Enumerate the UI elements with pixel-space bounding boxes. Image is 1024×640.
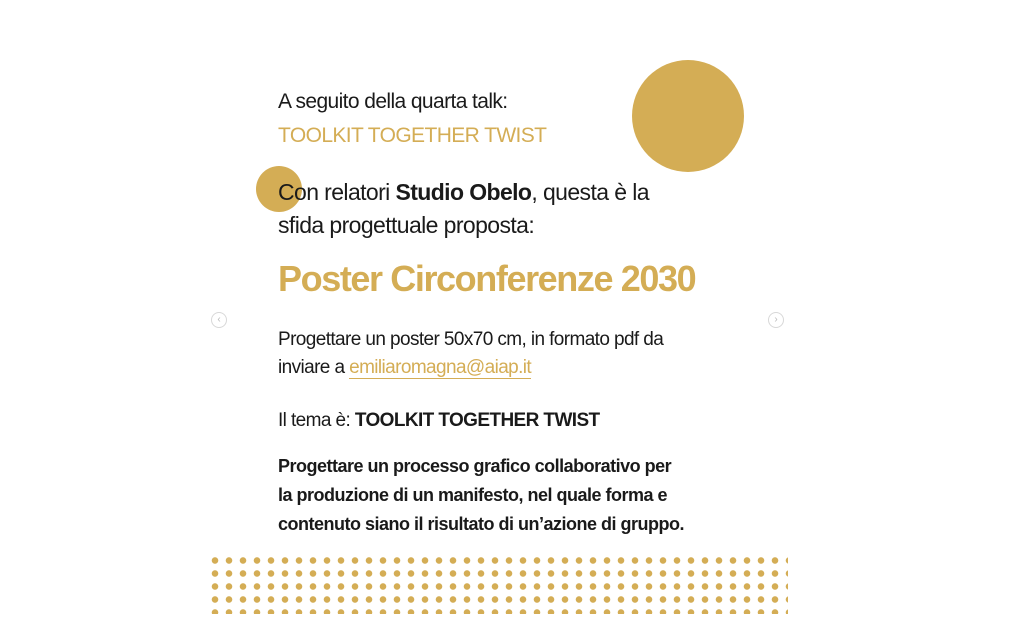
chevron-left-icon[interactable]: ‹ <box>211 312 227 328</box>
description-line-1: Progettare un processo grafico collaborativo per <box>278 456 672 476</box>
chevron-right-icon[interactable]: › <box>768 312 784 328</box>
email-link[interactable]: emiliaromagna@aiap.it <box>349 357 532 378</box>
description-text <box>278 452 684 539</box>
brief-line-1: Progettare un poster 50x70 cm, in formato pdf da <box>278 329 664 350</box>
brief-line-2 <box>278 354 663 382</box>
brief-text <box>278 326 663 382</box>
speakers-suffix: , questa è la <box>531 179 649 205</box>
speakers-line-1 <box>278 176 649 209</box>
description-line-3: contenuto siano il risultato di un’azione di gruppo. <box>278 514 684 534</box>
theme-line <box>278 410 600 432</box>
decorative-dot-pattern <box>208 554 788 614</box>
poster-title: Poster Circonferenze 2030 <box>278 258 696 299</box>
speakers-prefix: Con relatori <box>278 179 396 205</box>
decorative-circle-large <box>632 60 744 172</box>
talk-title: TOOLKIT TOGETHER TWIST <box>278 124 547 147</box>
speakers-text <box>278 176 649 242</box>
theme-value: TOOLKIT TOGETHER TWIST <box>354 410 600 431</box>
intro-line: A seguito della quarta talk: <box>278 90 508 113</box>
speakers-line-2: sfida progettuale proposta: <box>278 212 535 238</box>
theme-label: Il tema è: <box>278 410 355 431</box>
studio-name: Studio Obelo <box>395 179 532 205</box>
brief-line-2-prefix: inviare a <box>278 357 350 378</box>
description-line-2: la produzione di un manifesto, nel quale forma e <box>278 485 668 505</box>
